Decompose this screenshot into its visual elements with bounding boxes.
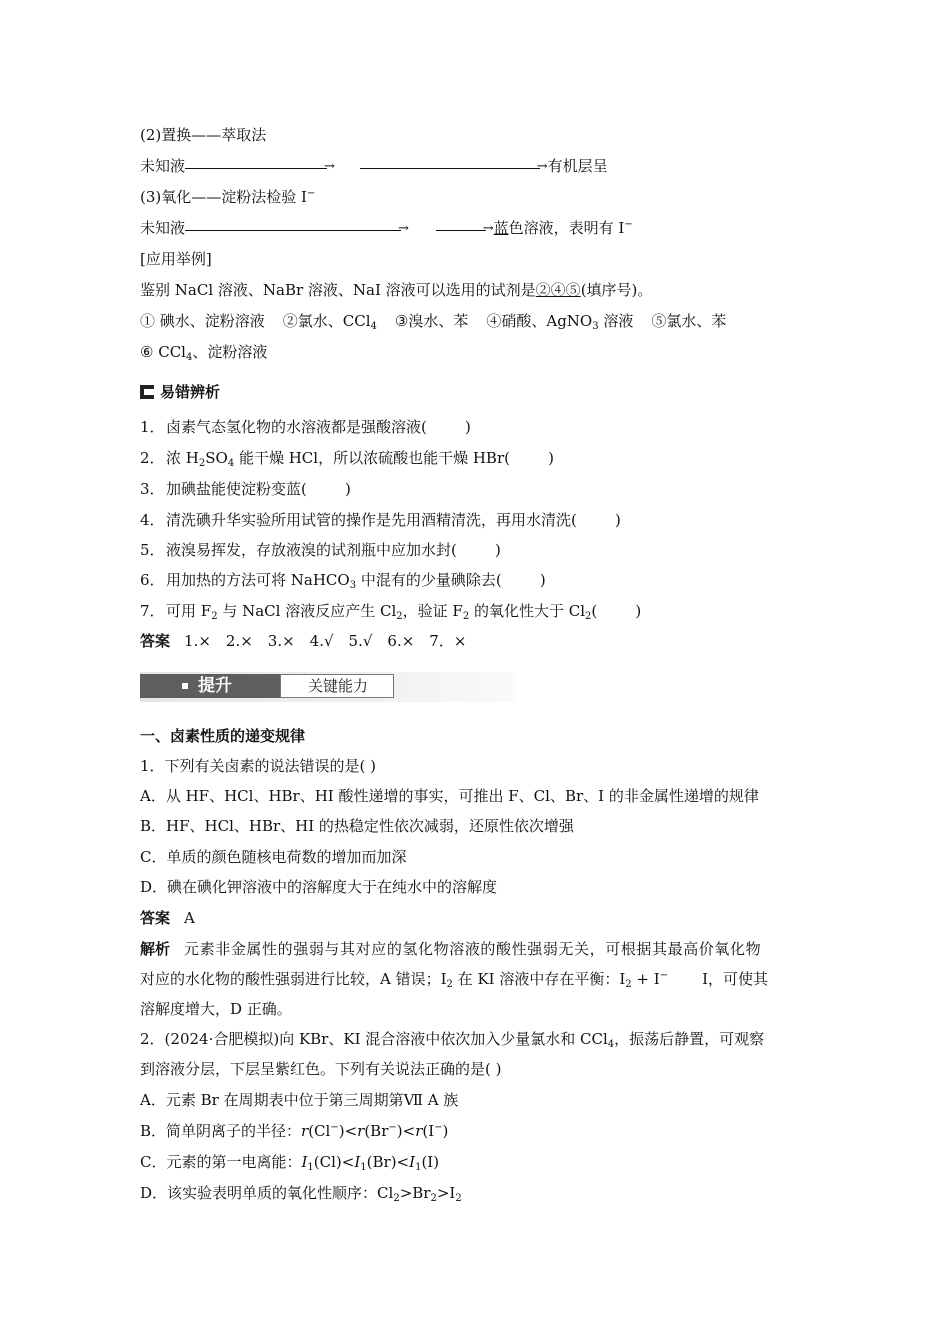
formula-i: I <box>301 1153 308 1171</box>
q1-option-a: A．从 HF、HCl、HBr、HI 酸性递增的事实，可推出 F、Cl、Br、I 的非金属性递增的规律 <box>140 787 759 805</box>
error-item-text: 加碘盐能使淀粉变蓝( ) <box>166 480 351 498</box>
method3-heading <box>140 186 315 208</box>
q1-answer <box>140 907 195 929</box>
option-text: D．该实验表明单质的氧化性顺序：Cl <box>140 1184 394 1202</box>
option-text: ① 碘水、淀粉溶液 <box>140 312 265 330</box>
arrow-head-icon: → <box>482 221 494 236</box>
error-item-text: ，验证 F <box>402 602 463 620</box>
arrow-line <box>436 230 486 231</box>
error-item-text: ) <box>426 418 471 436</box>
error-item <box>140 478 351 500</box>
application-options-line2 <box>140 341 267 363</box>
option-text: ④硝酸、AgNO <box>486 312 593 330</box>
analysis-text: 对应的水化物的酸性强弱进行比较，A 错误；I <box>140 970 447 988</box>
subscript: 2 <box>430 1193 437 1204</box>
errors-heading <box>140 381 220 403</box>
error-item <box>140 600 641 622</box>
q1-option-b: B．HF、HCl、HBr、HI 的热稳定性依次减弱，还原性依次增强 <box>140 817 574 835</box>
option-text: C．元素的第一电离能： <box>140 1153 302 1171</box>
formula-r: r <box>357 1122 365 1140</box>
subscript: 3 <box>349 580 357 591</box>
error-item-text: 液溴易挥发，存放液溴的试剂瓶中应加水封( ) <box>166 541 501 559</box>
error-item-text: 与 NaCl 溶液反应产生 Cl <box>217 602 397 620</box>
subscript: 2 <box>585 611 592 622</box>
banner-left-label: 提升 <box>198 676 232 696</box>
method3-end-blue: 蓝 <box>493 219 509 237</box>
q2-stem-text: ，振荡后静置，可观察 <box>614 1030 765 1048</box>
error-item-text: 的氧化性大于 Cl <box>469 602 586 620</box>
error-item-number: 7． <box>140 602 165 620</box>
answer-text: A <box>184 909 195 927</box>
error-item-text: 能干燥 HCl，所以浓硫酸也能干燥 HBr( ) <box>234 449 554 467</box>
error-item-text: ( ) <box>591 602 642 620</box>
application-question <box>140 279 652 301</box>
banner-right-block <box>280 674 394 698</box>
arrow-head-icon: → <box>324 159 335 174</box>
subscript: 4 <box>227 458 235 469</box>
arrow-head-icon: → <box>398 221 409 236</box>
method3-heading-text: (3)氧化——淀粉法检验 I <box>140 188 307 206</box>
formula-i: I <box>354 1153 361 1171</box>
option-5 <box>651 312 726 330</box>
option-text: ②氯水、CCl <box>282 312 371 330</box>
formula-r: r <box>301 1122 309 1140</box>
method3-end: 色溶液，表明有 I <box>508 219 625 237</box>
application-options-line1 <box>140 310 726 332</box>
option-4 <box>486 312 633 330</box>
subscript: 4 <box>607 1039 615 1050</box>
superscript: − <box>330 1122 339 1133</box>
formula-r: r <box>415 1122 423 1140</box>
error-item-text: 清洗碘升华实验所用试管的操作是先用酒精清洗，再用水清洗( ) <box>166 511 621 529</box>
method3-flow <box>140 217 633 240</box>
error-item-number: 3． <box>140 480 165 498</box>
error-item-number: 6． <box>140 571 165 589</box>
q1-stem: 1．下列有关卤素的说法错误的是( ) <box>140 757 377 775</box>
option-1 <box>140 312 265 330</box>
option-text: 、淀粉溶液 <box>192 343 268 361</box>
subscript: 4 <box>185 352 193 363</box>
answer-label: 答案 <box>140 909 171 927</box>
analysis-text: I，可使其 <box>702 970 769 988</box>
subscript: 2 <box>396 611 403 622</box>
error-item-text: SO <box>205 449 228 467</box>
error-item-text: 可用 F <box>166 602 212 620</box>
error-item-number: 4． <box>140 511 165 529</box>
arrow-line <box>360 168 540 169</box>
q2-option-a: A．元素 Br 在周期表中位于第三周期第Ⅶ A 族 <box>140 1091 459 1109</box>
error-item-number: 5． <box>140 541 165 559</box>
option-text: >Br <box>399 1184 431 1202</box>
q1-analysis-line2 <box>140 968 768 990</box>
errors-answer <box>140 630 466 652</box>
q1-analysis-line3: 溶解度增大，D 正确。 <box>140 1000 292 1018</box>
error-item-text: 浓 H <box>166 449 199 467</box>
subscript: 2 <box>211 611 218 622</box>
question-text: (填序号)。 <box>580 281 653 299</box>
error-item-number: 2． <box>140 449 165 467</box>
option-text: B．简单阴离子的半径： <box>140 1122 302 1140</box>
superscript: − <box>388 1122 397 1133</box>
subscript: 2 <box>446 979 453 990</box>
q2-stem-line2: 到溶液分层，下层呈紫红色。下列有关说法正确的是( ) <box>140 1060 502 1078</box>
superscript: − <box>306 188 316 199</box>
subscript: 2 <box>455 1193 462 1204</box>
formula-i: I <box>409 1153 416 1171</box>
q2-option-b: B．简单阴离子的半径：r(Cl−)<r(Br−)<r(I−) <box>140 1122 449 1140</box>
subscript: 2 <box>462 611 470 622</box>
application-heading: [应用举例] <box>140 250 212 268</box>
error-item <box>140 416 471 438</box>
arrow-head-icon: → <box>536 159 548 174</box>
option-text: ③溴水、苯 <box>394 312 469 330</box>
analysis-text: 元素非金属性的强弱与其对应的氢化物溶液的酸性强弱无关，可根据其最高价氧化物 <box>184 940 762 958</box>
superscript: − <box>434 1122 443 1133</box>
error-item-text: 卤素气态氢化物的水溶液都是强酸溶液( <box>166 418 427 436</box>
analysis-text: + I <box>631 970 660 988</box>
option-text: ⑥ CCl <box>140 343 186 361</box>
banner-right-label: 关键能力 <box>307 677 368 695</box>
arrow-line <box>185 168 327 169</box>
analysis-text: 在 KI 溶液中存在平衡：I <box>452 970 626 988</box>
error-item <box>140 447 554 469</box>
subscript: 1 <box>360 1162 367 1173</box>
error-item-number: 1． <box>140 418 165 436</box>
subscript: 2 <box>198 458 206 469</box>
option-text: 溶液 <box>598 312 634 330</box>
subscript: 2 <box>625 979 632 990</box>
method2-heading: (2)置换——萃取法 <box>140 126 267 144</box>
subscript: 3 <box>592 321 599 332</box>
error-item-text: 中混有的少量碘除去( ) <box>356 571 546 589</box>
section1-heading: 一、卤素性质的递变规律 <box>140 727 306 745</box>
q2-option-d <box>140 1182 462 1204</box>
option-text: ⑤氯水、苯 <box>651 312 727 330</box>
q2-option-c: C．元素的第一电离能：$I_1(Cl)<I_1(Br)<I_1(I)$ <box>140 1153 440 1173</box>
question-text: 鉴别 NaCl 溶液、NaBr 溶液、NaI 溶液可以选用的试剂是 <box>140 281 536 299</box>
q2-stem-line1 <box>140 1028 764 1050</box>
q1-option-d: D．碘在碘化钾溶液中的溶解度大于在纯水中的溶解度 <box>140 878 498 896</box>
section-banner <box>140 672 516 702</box>
option-3 <box>395 312 468 330</box>
method2-end: 有机层呈 <box>547 157 608 175</box>
section-marker-icon <box>140 385 154 399</box>
error-item-text: 用加热的方法可将 NaHCO <box>166 571 350 589</box>
errors-heading-text: 易错辨析 <box>160 383 221 401</box>
method3-start: 未知液 <box>140 219 186 237</box>
answer-label: 答案 <box>140 632 171 650</box>
analysis-label: 解析 <box>140 940 171 958</box>
method2-start: 未知液 <box>140 157 186 175</box>
q2-stem-text: 2．(2024·合肥模拟)向 KBr、KI 混合溶液中依次加入少量氯水和 CCl <box>140 1030 608 1048</box>
method2-flow <box>140 155 608 178</box>
superscript: − <box>624 219 633 230</box>
subscript: 1 <box>307 1162 314 1173</box>
question-answer: ②④⑤ <box>535 281 581 299</box>
superscript: − <box>659 970 669 981</box>
error-item <box>140 539 501 561</box>
banner-left-block <box>140 674 280 698</box>
error-item <box>140 569 546 591</box>
square-icon <box>182 683 188 689</box>
option-2 <box>283 312 377 330</box>
subscript: 4 <box>370 321 377 332</box>
option-text: >I <box>436 1184 456 1202</box>
subscript: 1 <box>415 1162 422 1173</box>
answer-text: 1.× 2.× 3.× 4.√ 5.√ 6.× 7．× <box>184 632 467 650</box>
q1-option-c: C．单质的颜色随核电荷数的增加而加深 <box>140 848 407 866</box>
error-item <box>140 509 621 531</box>
subscript: 2 <box>393 1193 400 1204</box>
arrow-line <box>185 230 401 231</box>
q1-analysis-line1 <box>140 938 761 960</box>
